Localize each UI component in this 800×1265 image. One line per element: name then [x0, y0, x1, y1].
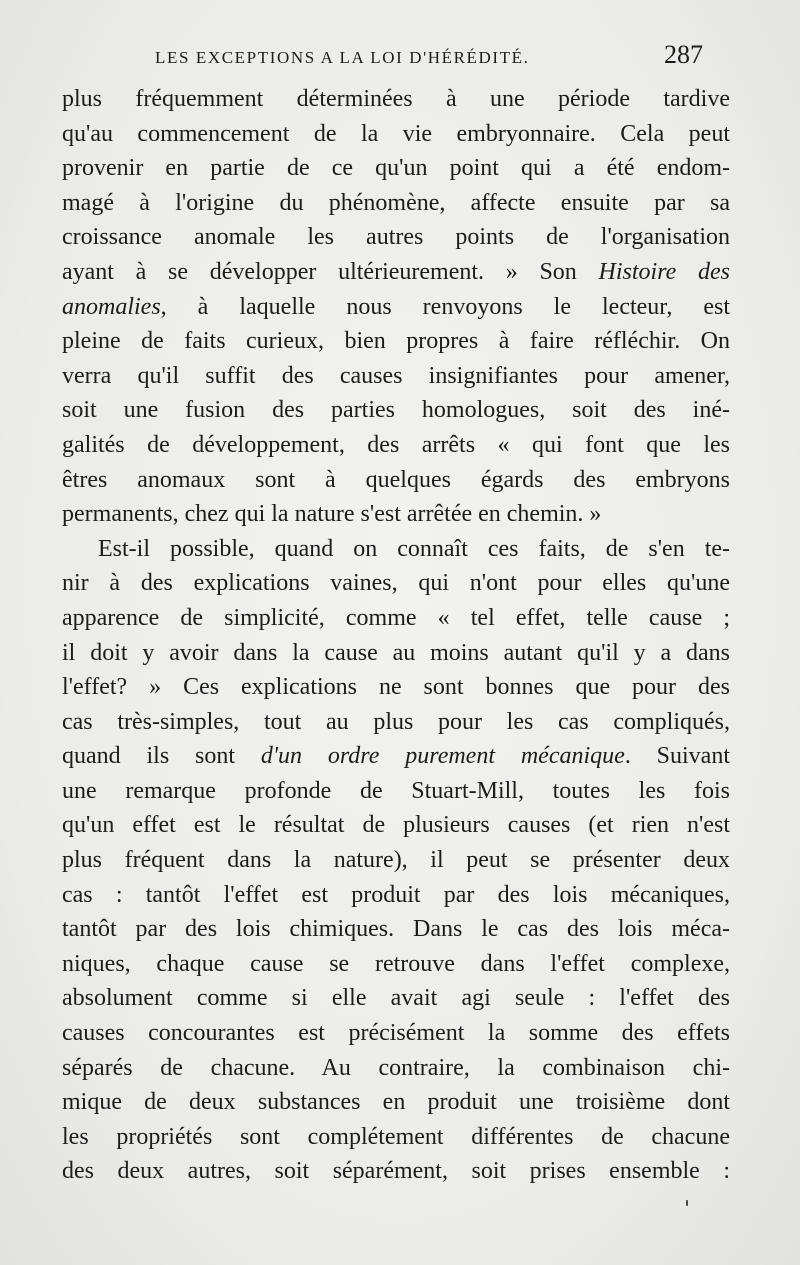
text-line: séparés de chacune. Au contraire, la combinaison chi-: [62, 1054, 730, 1081]
text-line: des deux autres, soit séparément, soit prises ensemble :: [62, 1158, 730, 1185]
text-line: galités de développement, des arrêts « qui font que les: [62, 431, 730, 458]
text-line: l'effet? » Ces explications ne sont bonnes que pour des: [62, 674, 730, 701]
text-line: causes concourantes est précisément la somme des effets: [62, 1020, 730, 1047]
text-line: absolument comme si elle avait agi seule : l'effet des: [62, 985, 730, 1012]
page-number: 287: [664, 40, 703, 69]
text-line: êtres anomaux sont à quelques égards des embryons: [62, 466, 730, 493]
text-line: nir à des explications vaines, qui n'ont pour elles qu'une: [62, 570, 730, 597]
text-line: quand ils sont d'un ordre purement mécanique. Suivant: [62, 743, 730, 770]
book-title-italic: anomalies: [62, 293, 161, 320]
text-line: apparence de simplicité, comme « tel effet, telle cause ;: [62, 604, 730, 631]
running-title: LES EXCEPTIONS A LA LOI D'HÉRÉDITÉ.: [155, 48, 530, 67]
page-header: [155, 40, 715, 74]
text-line: soit une fusion des parties homologues, soit des iné-: [62, 397, 730, 424]
text-line: qu'au commencement de la vie embryonnaire. Cela peut: [62, 120, 730, 147]
emphasis-italic: d'un ordre purement mécanique: [260, 743, 625, 770]
text-line: verra qu'il suffit des causes insignifiantes pour amener,: [62, 362, 730, 389]
text-line: qu'un effet est le résultat de plusieurs causes (et rien n'est: [62, 812, 730, 839]
text-line: anomalies, à laquelle nous renvoyons le lecteur, est: [62, 293, 730, 320]
text-line: croissance anomale les autres points de l'organisation: [62, 224, 730, 251]
text-line: cas très-simples, tout au plus pour les cas compliqués,: [62, 708, 730, 735]
text-line: tantôt par des lois chimiques. Dans le cas des lois méca-: [62, 916, 730, 943]
paragraph-start-line: Est-il possible, quand on connaît ces faits, de s'en te-: [98, 535, 730, 562]
text-line: cas : tantôt l'effet est produit par des lois mécaniques,: [62, 881, 730, 908]
text-line: plus fréquent dans la nature), il peut se présenter deux: [62, 847, 730, 874]
text-line: niques, chaque cause se retrouve dans l'effet complexe,: [62, 950, 730, 977]
text-line: provenir en partie de ce qu'un point qui a été endom-: [62, 155, 730, 182]
text-line: magé à l'origine du phénomène, affecte ensuite par sa: [62, 189, 730, 216]
text-line: une remarque profonde de Stuart-Mill, toutes les fois: [62, 777, 730, 804]
text-line: mique de deux substances en produit une troisième dont: [62, 1089, 730, 1116]
book-title-italic: Histoire des: [598, 258, 730, 285]
paper-speck: [686, 1200, 688, 1206]
text-line: plus fréquemment déterminées à une période tardive: [62, 86, 730, 112]
text-line: ayant à se développer ultérieurement. » Son Histoire des: [62, 258, 730, 285]
text-line: permanents, chez qui la nature s'est arrêtée en chemin. »: [62, 501, 602, 528]
text-line: il doit y avoir dans la cause au moins autant qu'il y a dans: [62, 639, 730, 666]
body-text: [62, 82, 730, 1189]
text-line: pleine de faits curieux, bien propres à faire réfléchir. On: [62, 328, 730, 355]
text-line: les propriétés sont complétement différentes de chacune: [62, 1123, 730, 1150]
